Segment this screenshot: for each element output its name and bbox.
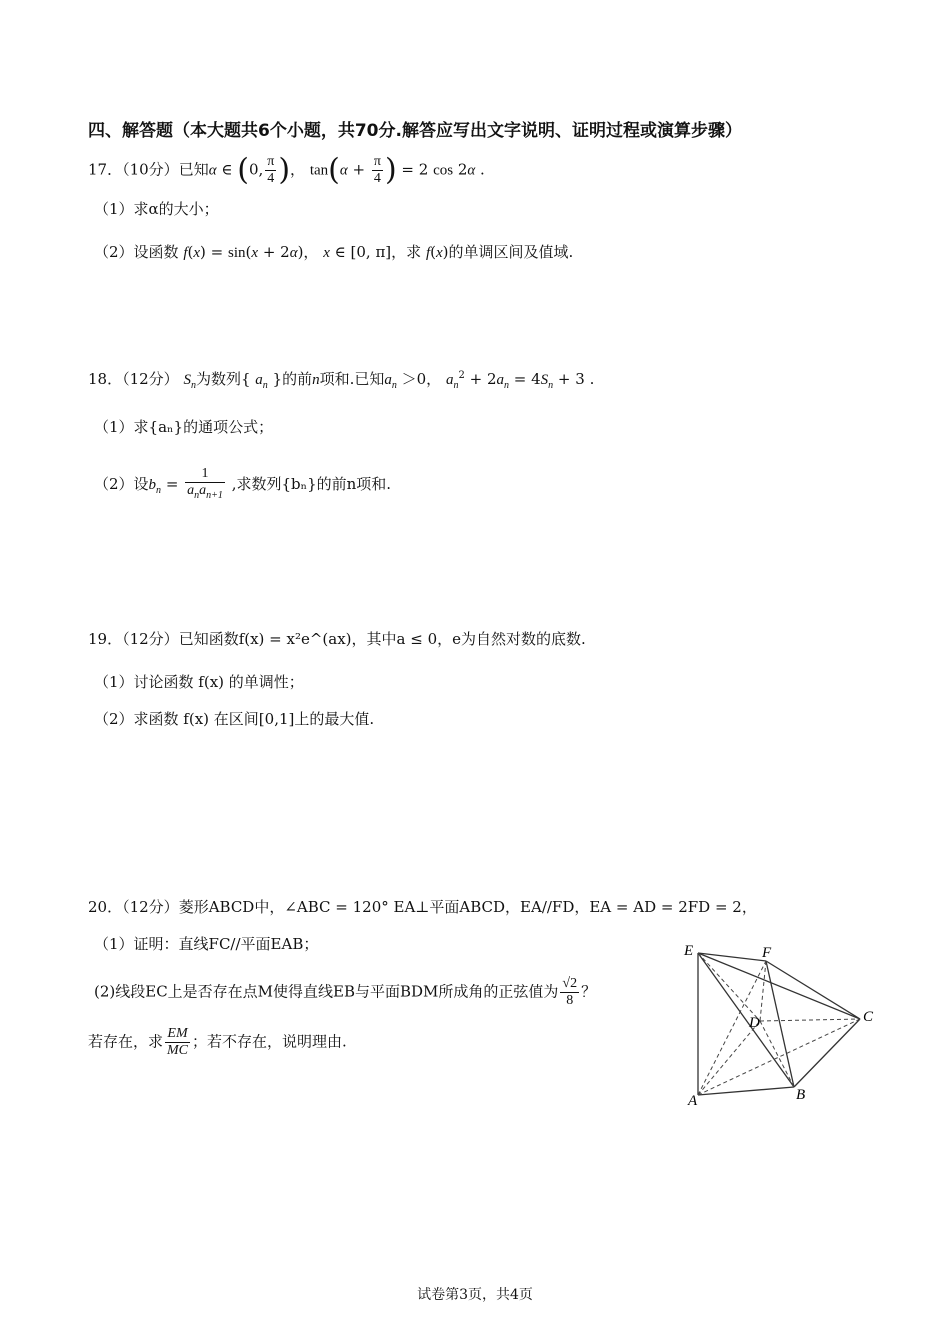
edge-BC (794, 1019, 860, 1087)
edge-FD (760, 961, 766, 1021)
label-F: F (762, 945, 772, 961)
edge-DC (760, 1019, 860, 1021)
q19-part2: （2）求函数 f(x) 在区间[0,1]上的最大值. (94, 710, 375, 728)
page-footer: 试卷第3页，共4页 (417, 1287, 533, 1303)
edge-DB (760, 1021, 794, 1087)
q17-part2: （2）设函数 f(x) = sin(x + 2α)， x ∈ [0, π]，求 f(x)的单调区间及值域. (94, 243, 574, 261)
q20-part2-line2: 若存在，求 $\frac{EM}{MC}$ ；若不存在，说明理由. (88, 1026, 347, 1058)
q20-part2: (2)线段EC上是否存在点M使得直线EB与平面BDM所成角的正弦值为 $\frac{√2}{8}$ ？ (94, 976, 597, 1008)
q19-stem: 19．（12分）已知函数f(x) = x²e^(ax)，其中a ≤ 0，e为自然对数的底数. (88, 630, 586, 648)
section-title: 四、解答题（本大题共6个小题，共70分.解答应写出文字说明、证明过程或演算步骤） (88, 121, 742, 141)
q18-stem: 18．（12分） $S_n$为数列{ $a_n$ }的前n项和.已知$a_n >0$， $a_n^2 + 2a_n = 4S_n + 3$ . (88, 370, 595, 391)
edge-AC (698, 1019, 860, 1095)
edge-AD (698, 1021, 760, 1095)
q17-stem: 17．（10分）已知α ∈ (0, $\frac{\pi}{4}$ )， tan(α + $\frac{\pi}{4}$ ) = 2 cos 2α . (88, 152, 485, 188)
label-C: C (863, 1009, 874, 1025)
q20-part1: （1）证明：直线FC//平面EAB； (94, 935, 319, 953)
label-B: B (796, 1087, 806, 1103)
edge-ED (698, 953, 760, 1021)
label-A: A (688, 1093, 698, 1109)
label-E: E (684, 943, 694, 959)
q19-part1: （1）讨论函数 f(x) 的单调性； (94, 673, 304, 691)
q18-part2: （2）设$b_n$ = $\frac{1}{a_na_{n+1}}$ ,求数列{bₙ}的前n项和. (94, 466, 392, 501)
q20-stem: 20．（12分）菱形ABCD中，∠ABC = 120° EA⊥平面ABCD，EA//FD，EA = AD = 2FD = 2， (88, 898, 757, 916)
label-D: D (749, 1015, 760, 1031)
geometry-figure (670, 935, 890, 1110)
edge-FC (766, 961, 860, 1019)
q17-part1: （1）求α的大小； (94, 200, 219, 218)
q18-part1: （1）求{aₙ}的通项公式； (94, 418, 274, 436)
